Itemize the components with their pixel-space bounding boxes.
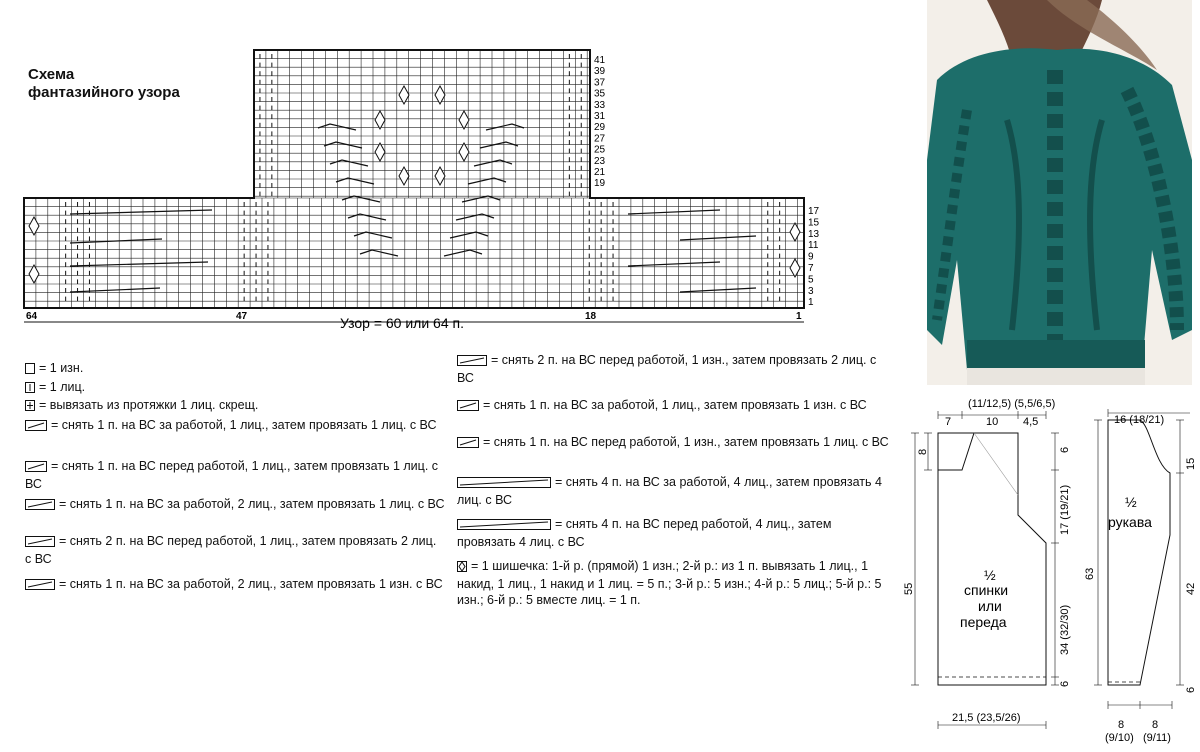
sleeve-bottom-right-sub: (9/11) [1143, 732, 1171, 744]
row-number: 17 [808, 206, 820, 217]
legend-item [25, 417, 445, 435]
legend-item [457, 516, 892, 550]
sleeve-length: 42 [1185, 582, 1197, 595]
row-number: 13 [808, 228, 820, 240]
cable-4-4-left-icon [457, 518, 551, 534]
legend-item [25, 458, 445, 492]
legend-item [457, 352, 892, 386]
sleeve-bottom-left-sub: (9/10) [1105, 732, 1134, 744]
body-label-text2: или [978, 598, 1002, 614]
row-number: 23 [594, 155, 606, 167]
legend-item [25, 379, 445, 397]
body-shoulder-width: 7 [945, 416, 952, 428]
legend-text: = снять 1 п. на ВС за работой, 2 лиц., затем провязать 1 изн. с ВС [59, 577, 443, 591]
bobble-symbols [29, 86, 800, 283]
col-number-64: 64 [26, 311, 38, 322]
body-neck-depth: 8 [917, 448, 929, 455]
sleeve-label-fraction: ½ [1125, 494, 1137, 510]
legend-text: = снять 1 п. на ВС за работой, 2 лиц., затем провязать 1 лиц. с ВС [59, 497, 445, 511]
knitting-chart [0, 0, 900, 340]
body-label-text1: спинки [964, 582, 1009, 598]
body-top-dims: (11/12,5) (5,5/6,5) [968, 398, 1056, 410]
sleeve-top-width: 16 (18/21) [1114, 414, 1165, 426]
chart-grid [24, 50, 804, 308]
cable-4-4-right-icon [457, 476, 551, 492]
bobble-icon [457, 560, 467, 576]
legend-text: = снять 1 п. на ВС перед работой, 1 лиц., затем провязать 1 лиц. с ВС [25, 459, 439, 491]
legend-text: = 1 шишечка: 1-й р. (прямой) 1 изн.; 2-й р.: из 1 п. вывязать 1 лиц., 1 накид, 1 лиц., 1 накид и 1 лиц. = 5 п.; 3-й р.: 5 изн.; 4-й р.: 5 лиц.; 5-й р.: 5 изн.; 6-й р.: 5 вместе лиц. = 1 п. [457, 559, 882, 607]
repeat-label: Узор = 60 или 64 п. [340, 315, 464, 331]
row-number: 31 [594, 111, 606, 122]
body-rib-height: 6 [1059, 680, 1071, 687]
row-number: 39 [594, 66, 606, 78]
body-label-text3: переда [960, 614, 1007, 630]
row-number: 15 [808, 217, 820, 229]
legend-text: = снять 1 п. на ВС за работой, 1 лиц., затем провязать 1 лиц. с ВС [51, 418, 437, 432]
legend-text: = снять 1 п. на ВС перед работой, 1 изн., затем провязать 1 лиц. с ВС [483, 435, 889, 449]
cable-2-1-left-icon [25, 535, 55, 551]
legend-item [25, 533, 445, 567]
cable-1-2-right-icon [25, 498, 55, 514]
sleeve-piece-outline [1108, 420, 1170, 685]
row-number: 11 [808, 240, 819, 252]
garment-schematics [900, 395, 1200, 752]
plus-square-icon [25, 399, 35, 415]
cable-1-1-purl-left-icon [457, 436, 479, 452]
row-number: 35 [594, 88, 606, 100]
col-number-1: 1 [796, 311, 802, 322]
body-width: 21,5 (23,5/26) [952, 712, 1021, 724]
body-total-height: 55 [903, 582, 915, 595]
row-number: 21 [594, 167, 606, 178]
sleeve-cap-height: 15 [1185, 457, 1197, 470]
row-number: 37 [594, 77, 606, 89]
sleeve-total-height: 63 [1084, 567, 1096, 580]
row-number: 27 [594, 133, 606, 145]
body-piece-outline [938, 433, 1046, 685]
legend-text: = снять 4 п. на ВС за работой, 4 лиц., затем провязать 4 лиц. с ВС [457, 475, 882, 507]
row-number: 1 [808, 297, 814, 309]
cable-1-2-purl-icon [25, 578, 55, 594]
col-number-47: 47 [236, 311, 248, 322]
row-number: 29 [594, 122, 606, 134]
legend-item [25, 576, 445, 594]
row-number: 41 [594, 55, 606, 66]
cable-1-1-right-icon [25, 419, 47, 435]
row-number: 7 [808, 263, 814, 274]
sleeve-label-text: рукава [1108, 514, 1152, 530]
row-number: 9 [808, 251, 814, 263]
chart-title-line2: фантазийного узора [28, 84, 180, 101]
legend-text: = 1 изн. [39, 361, 84, 375]
body-armhole-height: 17 (19/21) [1059, 484, 1071, 535]
row-number: 3 [808, 285, 814, 297]
col-number-18: 18 [585, 311, 597, 322]
legend-item [457, 397, 892, 415]
legend-text: = вывязать из протяжки 1 лиц. скрещ. [39, 398, 259, 412]
purl-square-icon [25, 362, 35, 378]
sleeve-bottom-left: 8 [1118, 719, 1125, 731]
knit-square-icon [25, 381, 35, 397]
legend-text: = снять 1 п. на ВС за работой, 1 лиц., затем провязать 1 изн. с ВС [483, 398, 867, 412]
legend-item [25, 360, 445, 378]
legend-text: = 1 лиц. [39, 380, 86, 394]
legend-item [457, 558, 892, 608]
legend-text: = снять 2 п. на ВС перед работой, 1 лиц., затем провязать 2 лиц. с ВС [25, 534, 437, 566]
row-number: 33 [594, 99, 606, 111]
row-number: 19 [594, 178, 606, 190]
body-top-band: 6 [1059, 446, 1071, 453]
body-side-height: 34 (32/30) [1059, 604, 1071, 655]
row-number: 25 [594, 144, 606, 156]
body-neck-side: 4,5 [1023, 416, 1039, 428]
body-label-fraction: ½ [984, 567, 996, 583]
sweater-photo [927, 0, 1192, 385]
row-number: 5 [808, 274, 814, 286]
legend-item [25, 397, 445, 415]
legend-item [25, 496, 445, 514]
cable-1-1-left-icon [25, 460, 47, 476]
sleeve-bottom-right: 8 [1152, 719, 1159, 731]
cable-2-1-purl-left-icon [457, 354, 487, 370]
legend-item [457, 434, 892, 452]
chart-title-line1: Схема [28, 66, 75, 83]
cable-1-1-purl-right-icon [457, 399, 479, 415]
body-neck-width: 10 [986, 416, 999, 428]
legend-item [457, 474, 892, 508]
legend-text: = снять 4 п. на ВС перед работой, 4 лиц., затем провязать 4 лиц. с ВС [457, 517, 832, 549]
legend-text: = снять 2 п. на ВС перед работой, 1 изн., затем провязать 2 лиц. с ВС [457, 353, 877, 385]
sleeve-rib-height: 6 [1185, 686, 1197, 693]
